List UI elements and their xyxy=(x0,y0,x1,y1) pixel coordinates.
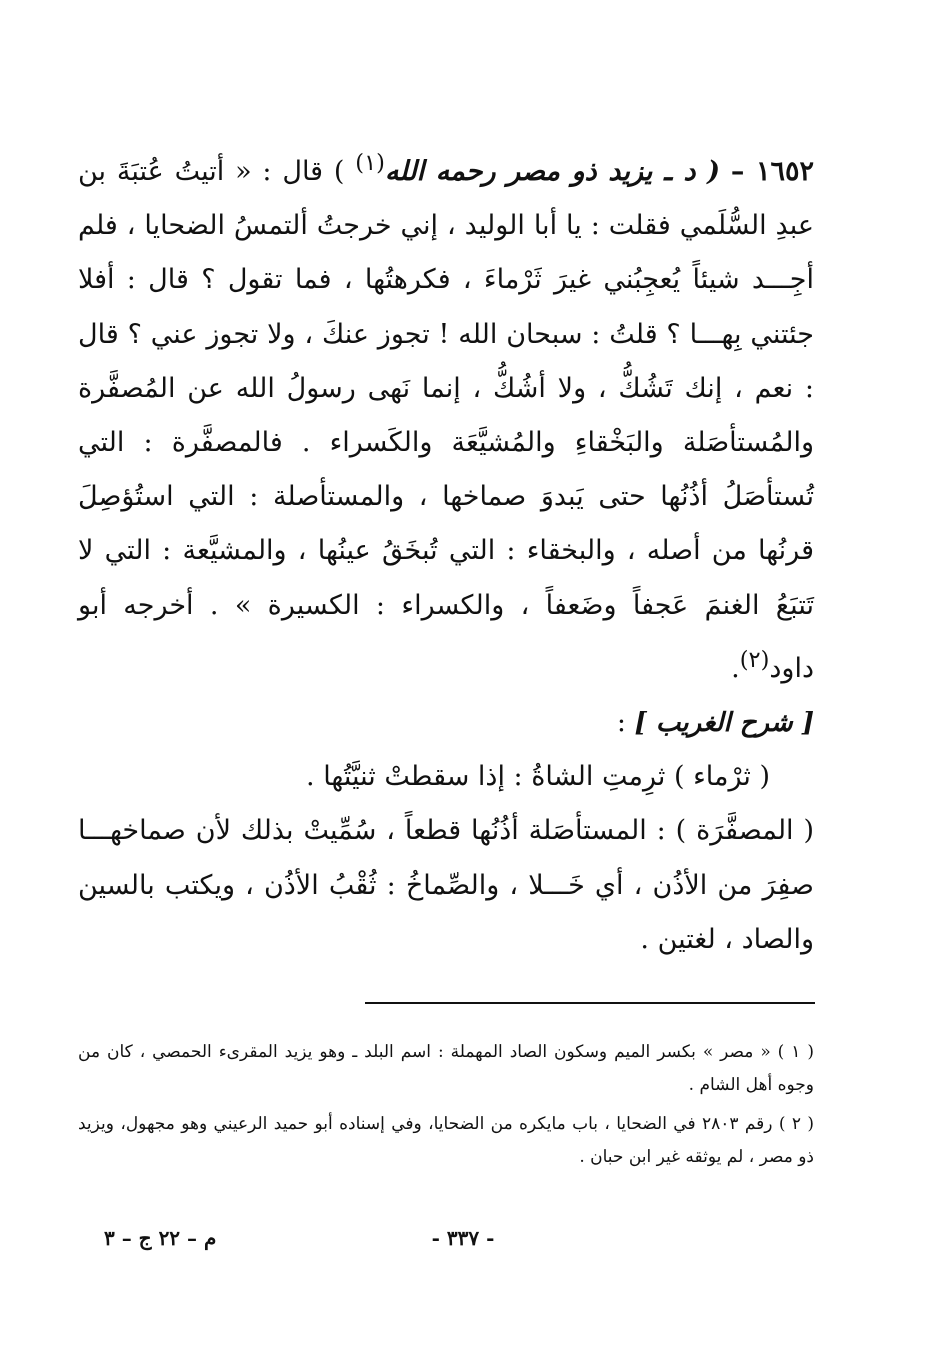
main-text xyxy=(78,136,814,967)
hadith-paragraph xyxy=(78,136,814,696)
gharib-entry: ( ثرْماء ) ثرِمتِ الشاةُ : إذا سقطتْ ثنيَّتُها . xyxy=(306,761,770,793)
footnote-divider xyxy=(365,1002,815,1004)
hadith-source-note: ( د ـ يزيد ذو مصر رحمه الله xyxy=(384,156,720,187)
gharib-entry: ( المصفَّرَة ) : المستأصَلة أذُنُها قطعاً ، سُمِّيتْ بذلك لأن صماخهـــا صفِرَ من الأذُن ، أي خَـــلا ، والصِّماخُ : ثُقْبُ الأذُن ، ويكتب بالسين والصاد ، لغتين . xyxy=(78,815,814,955)
footnotes xyxy=(78,1036,814,1180)
gharib-heading: [ شرح الغريب ] xyxy=(634,708,814,739)
footnote-1: ( ١ ) « مصر » بكسر الميم وسكون الصاد المهملة : اسم البلد ـ وهو يزيد المقرىء الحمصي ، كان من وجوه أهل الشام . xyxy=(78,1042,814,1095)
footnote-ref-1: (١) xyxy=(355,150,385,176)
gharib-heading-line xyxy=(78,696,814,750)
printer-signature: م – ٢٢ ج – ٣ xyxy=(104,1226,217,1250)
footnote-2: ( ٢ ) رقم ٢٨٠٣ في الضحايا ، باب مايكره من الضحايا، وفي إسناده أبو حميد الرعيني وهو مجهول، ويزيد ذو مصر ، لم يوثقه غير ابن حبان . xyxy=(78,1114,815,1167)
gharib-heading-colon: : xyxy=(616,707,626,739)
footnote-ref-2: (٢) xyxy=(739,646,770,673)
hadith-text: ) قال : « أتيتُ عُتبَةَ بن عبدِ السُّلَمي فقلت : يا أبا الوليد ، إني خرجتُ ألتمسُ الضحايا ، فلم أجِـــد شيئاً يُعجِبُني غيرَ ثَرْماءَ ، فكرهتُها ، فما تقول ؟ قال : أفلا جئتني بِهـــا ؟ قلتُ : سبحان الله ! تجوز عنكَ ، ولا تجوز عني ؟ قال : نعم ، إنك تَشُكُّ ، ولا أشُكُّ ، إنما نَهى رسولُ الله عن المُصفَّرة والمُستأصَلة والبَخْقاءِ والمُشيَّعَة والكَسراء . فالمصفَّرة : التي تُستأصَلُ أذُنُها حتى يَبدوَ صماخها ، والمستأصلة : التي استُؤصِلَ قرنُها من أصله ، والبخقاء : التي تُبخَقُ عينُها ، والمشيَّعة : التي لا تَتبَعُ الغنمَ عَجفاً وضَعفاً ، والكسراء : الكسيرة » . أخرجه أبو داود xyxy=(78,156,814,684)
hadith-number: ١٦٥٢ – xyxy=(730,156,814,187)
hadith-end: . xyxy=(731,652,740,684)
page-number: - ٣٣٧ - xyxy=(431,1226,495,1250)
